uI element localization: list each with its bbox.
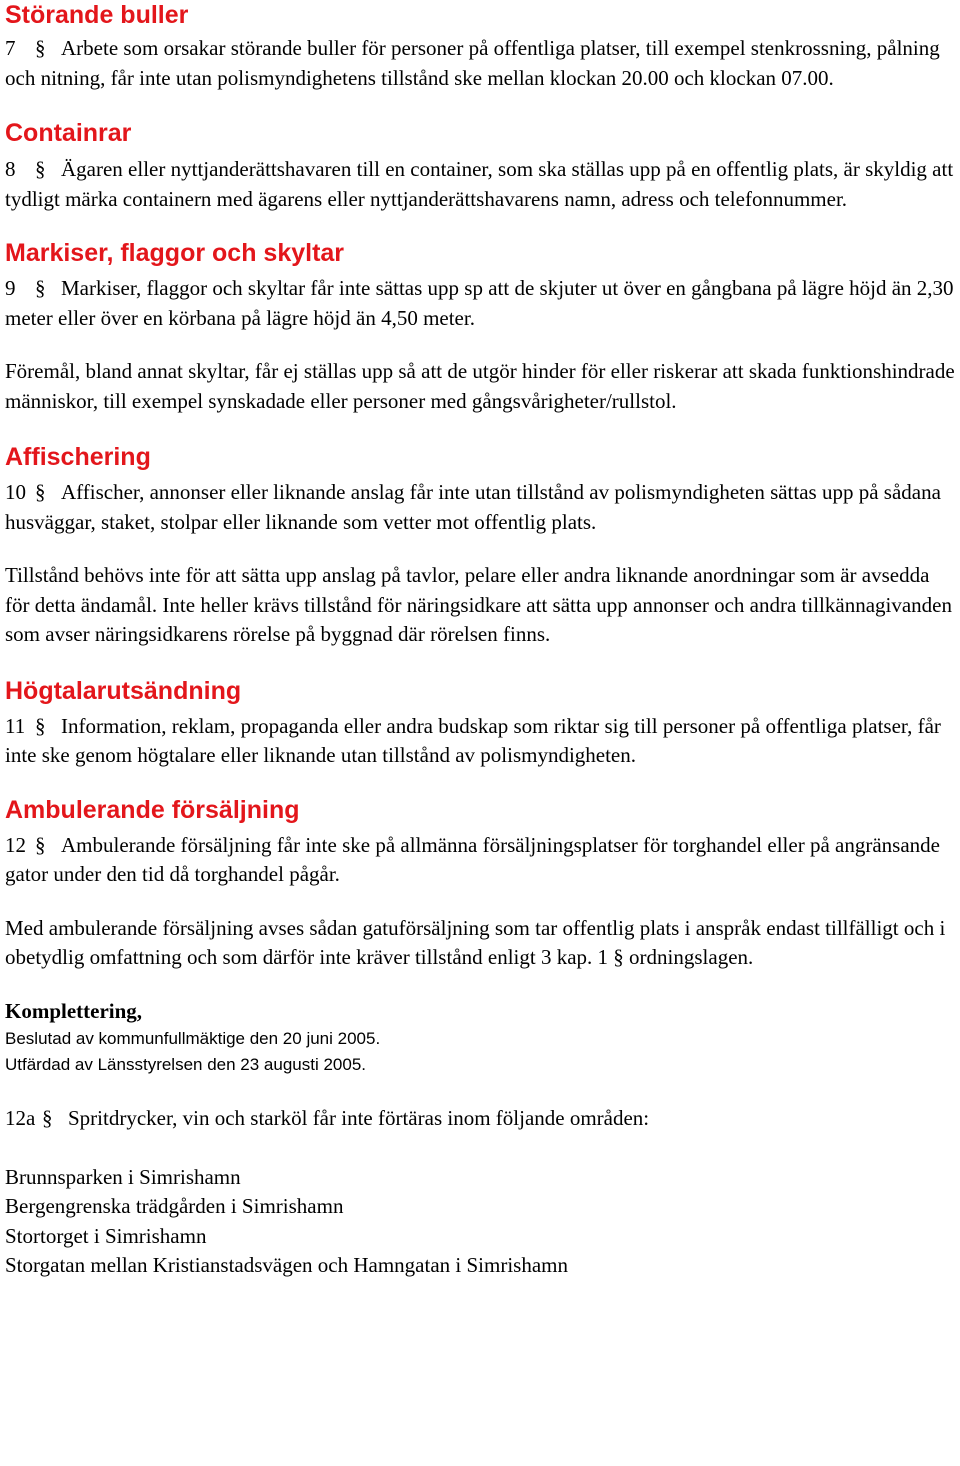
section-number: 7 [5, 36, 16, 60]
section-number: 9 [5, 276, 16, 300]
section-number: 11 [5, 713, 26, 738]
section-text: Ägaren eller nyttjanderättshavaren till en container, som ska ställas upp på en offentlig plats, är skyldig att tydligt märka containern med ägarens eller nyttjanderättshavarens namn, adress och telefonnummer. [5, 157, 954, 211]
document-page [5, 0, 955, 1281]
section-sign: § [42, 1106, 53, 1130]
section-text: Markiser, flaggor och skyltar får inte sättas upp sp att de skjuter ut över en gångbana på lägre höjd än 2,30 meter eller över en körbana på lägre höjd än 4,50 meter. [5, 276, 954, 330]
list-item: Brunnsparken i Simrishamn [5, 1164, 241, 1189]
supplement-decided: Beslutad av kommunfullmäktige den 20 juni 2005. [5, 1029, 381, 1048]
section-sign: § [35, 713, 46, 738]
section-number: 8 [5, 157, 16, 181]
paragraph-9 [5, 274, 955, 333]
paragraph-7 [5, 34, 955, 93]
section-sign: § [35, 832, 46, 857]
section-number: 12 [5, 832, 26, 857]
heading-ambulerande-forsaljning: Ambulerande försäljning [5, 795, 300, 824]
section-sign: § [35, 36, 46, 60]
section-number: 10 [5, 480, 26, 504]
section-text: Arbete som orsakar störande buller för personer på offentliga platser, till exempel stenkrossning, pålning och nitning, får inte utan polismyndighetens tillstånd ske mellan klockan 20.00 och klockan 07.00. [5, 36, 940, 90]
paragraph-11 [5, 712, 955, 771]
section-sign: § [35, 157, 46, 181]
section-number: 12a [5, 1106, 36, 1130]
heading-storande-buller: Störande buller [5, 1, 189, 29]
paragraph-10 [5, 478, 955, 537]
section-sign: § [35, 276, 46, 300]
list-item: Bergengrenska trädgården i Simrishamn [5, 1194, 344, 1218]
section-sign: § [35, 480, 46, 504]
paragraph-12-extra: Med ambulerande försäljning avses sådan gatuförsäljning som tar offentlig plats i anspråk endast tillfälligt och i obetydlig omfattning och som därför inte kräver tillstånd enligt 3 kap. 1 § ordningslagen. [5, 915, 946, 969]
heading-affischering: Affischering [5, 443, 151, 471]
paragraph-9-extra: Föremål, bland annat skyltar, får ej ställas upp så att de utgör hinder för eller riskerar att skada funktionshindrade människor, till exempel synskadade eller personer med gångsvårigheter/rullstol. [5, 359, 955, 413]
section-text: Information, reklam, propaganda eller andra budskap som riktar sig till personer på offentliga platser, får inte ske genom högtalare eller liknande utan tillstånd av polismyndigheten. [5, 713, 941, 767]
section-text: Spritdrycker, vin och starköl får inte förtäras inom följande områden: [68, 1106, 650, 1130]
section-text: Affischer, annonser eller liknande anslag får inte utan tillstånd av polismyndigheten sättas upp på sådana husväggar, staket, stolpar eller liknande som vetter mot offentlig plats. [5, 480, 941, 534]
area-list [5, 1163, 955, 1281]
heading-hogtalarutsandning: Högtalarutsändning [5, 676, 242, 705]
paragraph-8 [5, 155, 955, 214]
list-item: Stortorget i Simrishamn [5, 1223, 207, 1248]
heading-markiser: Markiser, flaggor och skyltar [5, 239, 345, 267]
section-text: Ambulerande försäljning får inte ske på allmänna försäljningsplatser för torghandel eller på angränsande gator under den tid då torghandel pågår. [5, 832, 940, 886]
paragraph-12a [5, 1104, 955, 1134]
list-item: Storgatan mellan Kristianstadsvägen och Hamngatan i Simrishamn [5, 1253, 569, 1277]
paragraph-12 [5, 831, 955, 890]
supplement-issued: Utfärdad av Länsstyrelsen den 23 augusti 2005. [5, 1055, 367, 1074]
supplement-title: Komplettering, [5, 998, 143, 1023]
heading-containrar: Containrar [5, 119, 132, 147]
paragraph-10-extra: Tillstånd behövs inte för att sätta upp anslag på tavlor, pelare eller andra liknande anordningar som är avsedda för detta ändamål. Inte heller krävs tillstånd för näringsidkare att sätta upp annonser och andra tillkännagivanden som avser näringsidkarens rörelse på byggnad där rörelsen finns. [5, 563, 952, 646]
